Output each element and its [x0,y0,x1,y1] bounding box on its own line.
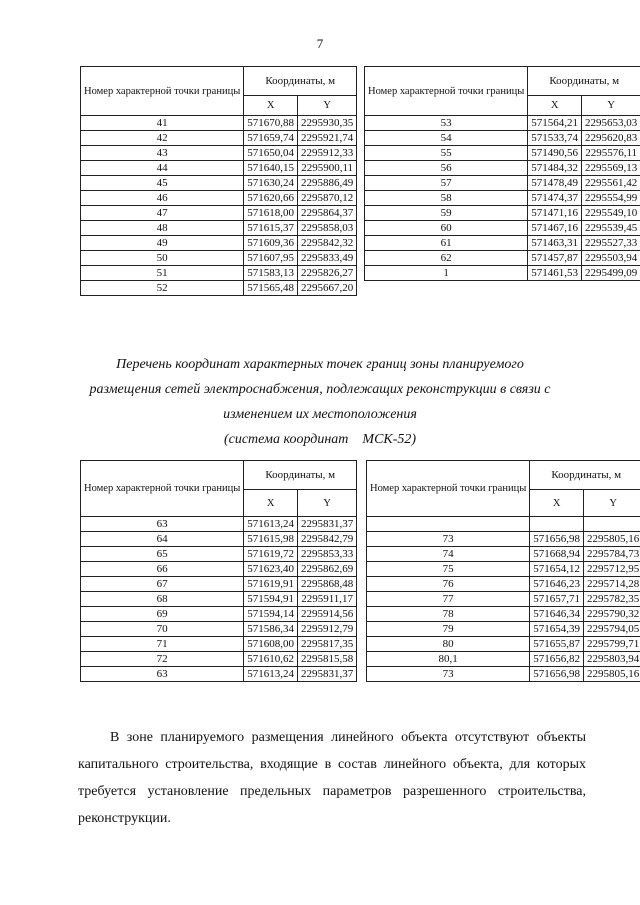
x-coordinate-cell: 571656,98 [530,667,584,682]
section-caption [0,352,640,452]
table-row [367,607,640,622]
y-coordinate-cell: 2295805,16 [584,667,640,682]
x-coordinate-cell: 571670,88 [244,116,298,131]
table-row [81,191,357,206]
point-number-cell: 71 [81,637,244,652]
x-coordinate-cell: 571615,37 [244,221,298,236]
x-coordinate-cell: 571478,49 [528,176,582,191]
y-coordinate-cell: 2295831,37 [298,517,357,532]
point-number-cell: 1 [365,266,528,281]
header-point: Номер характерной точки границы [365,67,528,116]
table-row [367,652,640,667]
header-x: X [244,96,298,116]
y-coordinate-cell: 2295499,09 [582,266,640,281]
y-coordinate-cell: 2295868,48 [298,577,357,592]
table-row [367,592,640,607]
point-number-cell: 68 [81,592,244,607]
table-row [367,577,640,592]
x-coordinate-cell: 571490,56 [528,146,582,161]
table-row [367,547,640,562]
x-coordinate-cell: 571613,24 [244,667,298,682]
y-coordinate-cell: 2295712,95 [584,562,640,577]
point-number-cell: 48 [81,221,244,236]
point-number-cell: 80 [367,637,530,652]
point-number-cell: 80,1 [367,652,530,667]
y-coordinate-cell: 2295842,32 [298,236,357,251]
x-coordinate-cell: 571657,71 [530,592,584,607]
point-number-cell: 63 [81,667,244,682]
point-number-cell: 61 [365,236,528,251]
table-row [81,131,357,146]
x-coordinate-cell: 571608,00 [244,637,298,652]
table-row [81,517,357,532]
y-coordinate-cell: 2295790,32 [584,607,640,622]
point-number-cell: 64 [81,532,244,547]
table-row [81,176,357,191]
point-number-cell: 58 [365,191,528,206]
table-row [81,607,357,622]
header-coordinates: Координаты, м [530,461,640,490]
table-row [81,652,357,667]
y-coordinate-cell: 2295858,03 [298,221,357,236]
point-number-cell: 77 [367,592,530,607]
y-coordinate-cell: 2295714,28 [584,577,640,592]
point-number-cell: 43 [81,146,244,161]
header-x: X [530,490,584,517]
x-coordinate-cell [530,517,584,532]
x-coordinate-cell: 571564,21 [528,116,582,131]
table-row [81,667,357,682]
point-number-cell: 75 [367,562,530,577]
y-coordinate-cell: 2295826,27 [298,266,357,281]
x-coordinate-cell: 571594,91 [244,592,298,607]
x-coordinate-cell: 571607,95 [244,251,298,266]
point-number-cell [367,517,530,532]
header-y: Y [584,490,640,517]
y-coordinate-cell: 2295784,73 [584,547,640,562]
table-row [81,161,357,176]
x-coordinate-cell: 571646,23 [530,577,584,592]
header-point: Номер характерной точки границы [81,67,244,116]
y-coordinate-cell: 2295653,03 [582,116,640,131]
point-number-cell: 62 [365,251,528,266]
x-coordinate-cell: 571646,34 [530,607,584,622]
x-coordinate-cell: 571474,37 [528,191,582,206]
x-coordinate-cell: 571654,12 [530,562,584,577]
x-coordinate-cell: 571467,16 [528,221,582,236]
y-coordinate-cell: 2295870,12 [298,191,357,206]
point-number-cell: 78 [367,607,530,622]
table-row [365,131,640,146]
point-number-cell: 52 [81,281,244,296]
y-coordinate-cell: 2295576,11 [582,146,640,161]
x-coordinate-cell: 571533,74 [528,131,582,146]
y-coordinate-cell: 2295554,99 [582,191,640,206]
table-row [367,517,640,532]
point-number-cell: 42 [81,131,244,146]
header-y: Y [298,490,357,517]
y-coordinate-cell: 2295805,16 [584,532,640,547]
x-coordinate-cell: 571565,48 [244,281,298,296]
table-row [365,176,640,191]
x-coordinate-cell: 571656,98 [530,532,584,547]
x-coordinate-cell: 571457,87 [528,251,582,266]
table-row [365,191,640,206]
y-coordinate-cell: 2295803,94 [584,652,640,667]
x-coordinate-cell: 571594,14 [244,607,298,622]
y-coordinate-cell: 2295794,05 [584,622,640,637]
table-row [81,236,357,251]
y-coordinate-cell [584,517,640,532]
point-number-cell: 66 [81,562,244,577]
page-number: 7 [316,36,324,51]
x-coordinate-cell: 571583,13 [244,266,298,281]
y-coordinate-cell: 2295667,20 [298,281,357,296]
table-row [81,266,357,281]
coordinates-table-3 [80,460,357,682]
table-row [367,562,640,577]
y-coordinate-cell: 2295921,74 [298,131,357,146]
x-coordinate-cell: 571650,04 [244,146,298,161]
point-number-cell: 73 [367,667,530,682]
point-number-cell: 54 [365,131,528,146]
point-number-cell: 51 [81,266,244,281]
header-x: X [244,490,298,517]
point-number-cell: 60 [365,221,528,236]
point-number-cell: 57 [365,176,528,191]
header-coordinates: Координаты, м [528,67,640,96]
x-coordinate-cell: 571630,24 [244,176,298,191]
point-number-cell: 63 [81,517,244,532]
point-number-cell: 56 [365,161,528,176]
caption-line-4: (система координат МСК-52) [223,432,417,447]
table-row [81,116,357,131]
y-coordinate-cell: 2295527,33 [582,236,640,251]
caption-line-2: размещения сетей электроснабжения, подлежащих реконструкции в связи с [89,382,551,397]
coordinates-table-4 [366,460,640,682]
y-coordinate-cell: 2295799,71 [584,637,640,652]
x-coordinate-cell: 571620,66 [244,191,298,206]
point-number-cell: 53 [365,116,528,131]
y-coordinate-cell: 2295782,35 [584,592,640,607]
table-row [365,116,640,131]
table-row [81,547,357,562]
point-number-cell: 67 [81,577,244,592]
table-row [81,532,357,547]
point-number-cell: 79 [367,622,530,637]
caption-line-1: Перечень координат характерных точек границ зоны планируемого [116,357,524,372]
table-row [365,251,640,266]
point-number-cell: 44 [81,161,244,176]
x-coordinate-cell: 571619,72 [244,547,298,562]
header-y: Y [582,96,640,116]
y-coordinate-cell: 2295831,37 [298,667,357,682]
x-coordinate-cell: 571640,15 [244,161,298,176]
table-row [81,592,357,607]
header-x: X [528,96,582,116]
point-number-cell: 70 [81,622,244,637]
x-coordinate-cell: 571484,32 [528,161,582,176]
point-number-cell: 76 [367,577,530,592]
header-coordinates: Координаты, м [244,461,357,490]
y-coordinate-cell: 2295912,33 [298,146,357,161]
x-coordinate-cell: 571623,40 [244,562,298,577]
y-coordinate-cell: 2295620,83 [582,131,640,146]
x-coordinate-cell: 571471,16 [528,206,582,221]
table-row [365,146,640,161]
table-row [365,236,640,251]
table-row [81,221,357,236]
y-coordinate-cell: 2295886,49 [298,176,357,191]
y-coordinate-cell: 2295853,33 [298,547,357,562]
x-coordinate-cell: 571586,34 [244,622,298,637]
table-row [81,637,357,652]
point-number-cell: 59 [365,206,528,221]
x-coordinate-cell: 571655,87 [530,637,584,652]
point-number-cell: 49 [81,236,244,251]
body-text [78,724,586,832]
x-coordinate-cell: 571619,91 [244,577,298,592]
y-coordinate-cell: 2295911,17 [298,592,357,607]
table-row [365,206,640,221]
y-coordinate-cell: 2295569,13 [582,161,640,176]
y-coordinate-cell: 2295549,10 [582,206,640,221]
table-row [365,221,640,236]
point-number-cell: 46 [81,191,244,206]
y-coordinate-cell: 2295815,58 [298,652,357,667]
point-number-cell: 50 [81,251,244,266]
header-coordinates: Координаты, м [244,67,357,96]
y-coordinate-cell: 2295842,79 [298,532,357,547]
y-coordinate-cell: 2295833,49 [298,251,357,266]
x-coordinate-cell: 571654,39 [530,622,584,637]
table-row [81,562,357,577]
x-coordinate-cell: 571618,00 [244,206,298,221]
header-point: Номер характерной точки границы [367,461,530,517]
point-number-cell: 47 [81,206,244,221]
header-point: Номер характерной точки границы [81,461,244,517]
coordinates-table-2 [364,66,640,281]
point-number-cell: 41 [81,116,244,131]
x-coordinate-cell: 571609,36 [244,236,298,251]
table-row [367,622,640,637]
x-coordinate-cell: 571656,82 [530,652,584,667]
table-row [81,206,357,221]
y-coordinate-cell: 2295862,69 [298,562,357,577]
y-coordinate-cell: 2295914,56 [298,607,357,622]
table-row [367,667,640,682]
body-paragraph: В зоне планируемого размещения линейного объекта отсутствуют объекты капитального строительства, входящие в состав линейного объекта, для которых требуется установление предельных параметров разрешенного строительства, реконструкции. [78,730,586,826]
x-coordinate-cell: 571668,94 [530,547,584,562]
y-coordinate-cell: 2295864,37 [298,206,357,221]
table-row [367,637,640,652]
table-row [365,161,640,176]
point-number-cell: 74 [367,547,530,562]
y-coordinate-cell: 2295912,79 [298,622,357,637]
point-number-cell: 55 [365,146,528,161]
table-row [81,577,357,592]
point-number-cell: 69 [81,607,244,622]
point-number-cell: 65 [81,547,244,562]
y-coordinate-cell: 2295817,35 [298,637,357,652]
point-number-cell: 45 [81,176,244,191]
table-row [365,266,640,281]
table-row [81,281,357,296]
y-coordinate-cell: 2295561,42 [582,176,640,191]
x-coordinate-cell: 571463,31 [528,236,582,251]
x-coordinate-cell: 571610,62 [244,652,298,667]
table-row [81,146,357,161]
y-coordinate-cell: 2295930,35 [298,116,357,131]
table-row [81,622,357,637]
point-number-cell: 72 [81,652,244,667]
y-coordinate-cell: 2295900,11 [298,161,357,176]
table-row [367,532,640,547]
table-row [81,251,357,266]
caption-line-3: изменением их местоположения [223,407,417,422]
x-coordinate-cell: 571461,53 [528,266,582,281]
x-coordinate-cell: 571659,74 [244,131,298,146]
y-coordinate-cell: 2295539,45 [582,221,640,236]
point-number-cell: 73 [367,532,530,547]
x-coordinate-cell: 571615,98 [244,532,298,547]
y-coordinate-cell: 2295503,94 [582,251,640,266]
coordinates-table-1 [80,66,357,296]
header-y: Y [298,96,357,116]
x-coordinate-cell: 571613,24 [244,517,298,532]
